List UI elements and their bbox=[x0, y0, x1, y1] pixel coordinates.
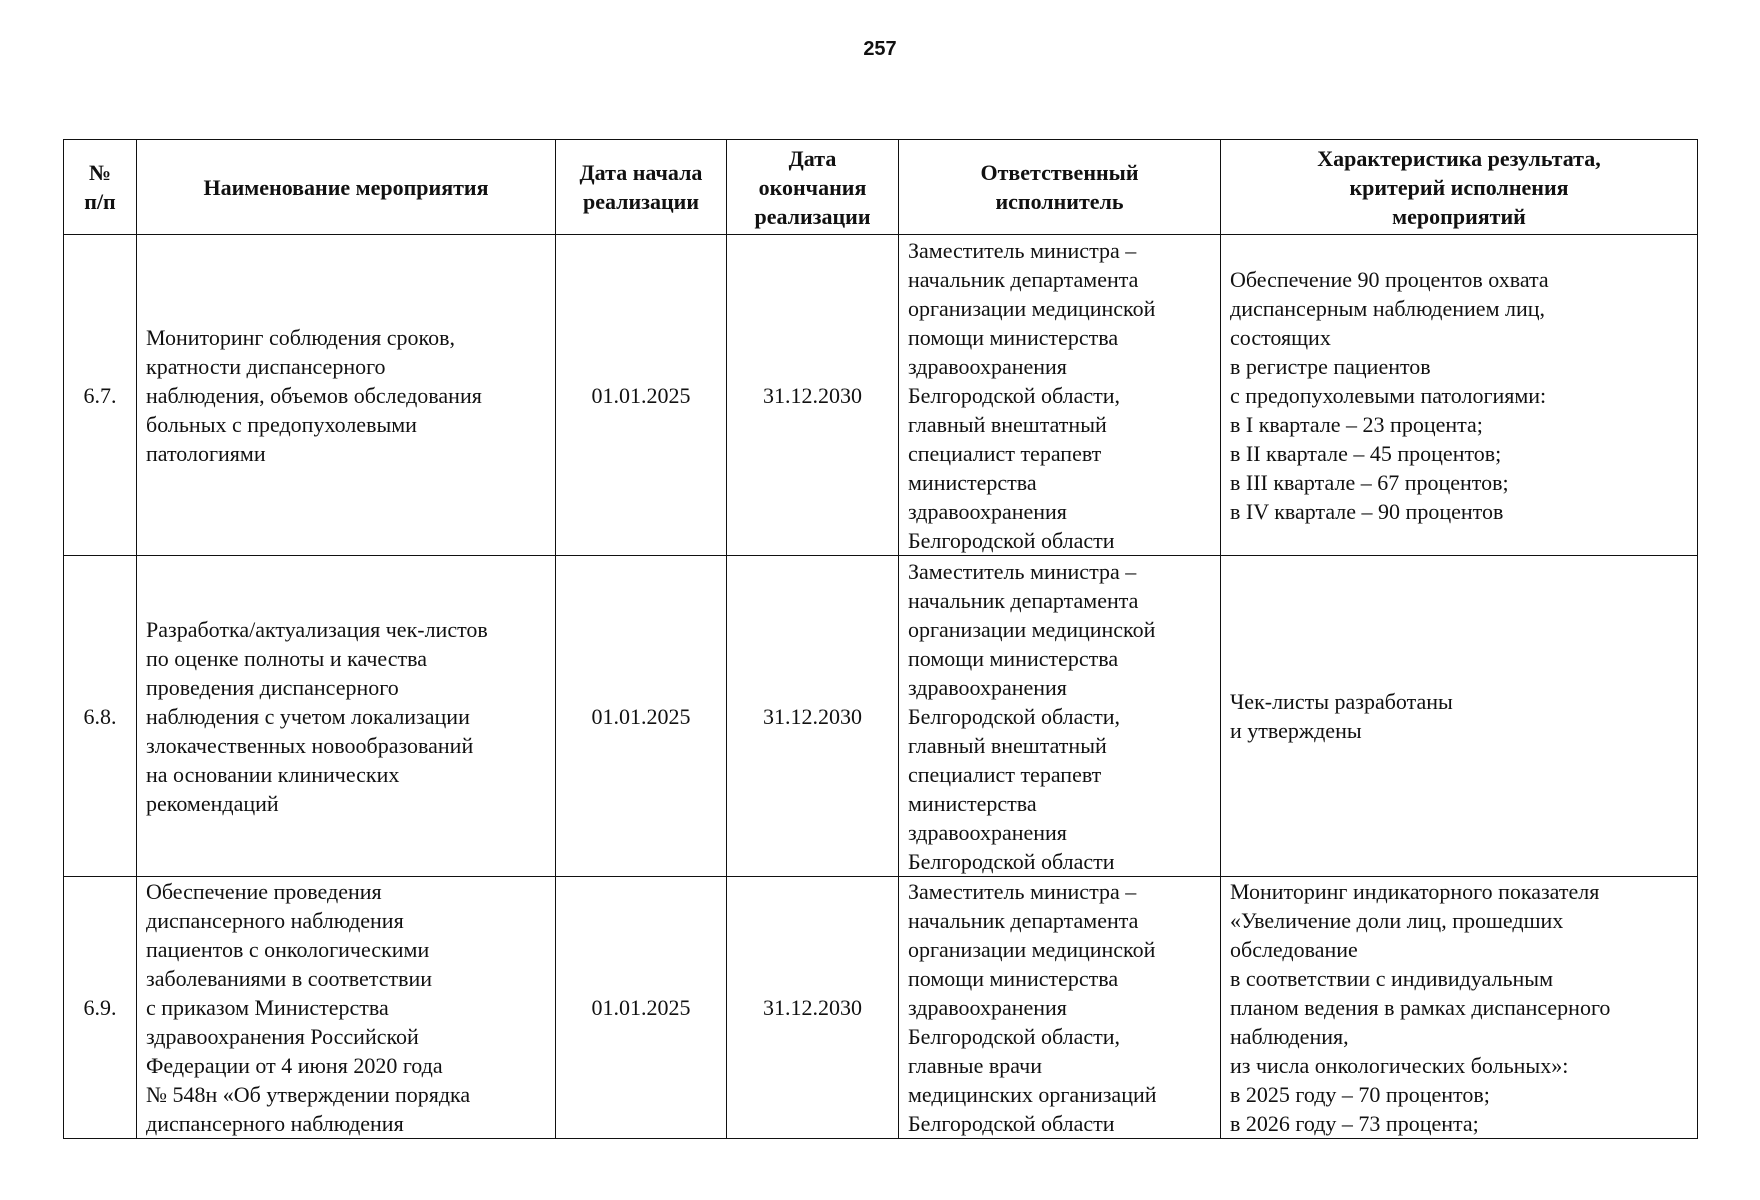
text-line: больных с предопухолевыми bbox=[146, 411, 417, 437]
text-line: диспансерным наблюдением лиц, bbox=[1230, 295, 1546, 321]
activity-name bbox=[137, 235, 556, 556]
text-line: Заместитель министра – bbox=[908, 558, 1137, 584]
text-line: состоящих bbox=[1230, 324, 1331, 350]
row-number: 6.7. bbox=[64, 235, 137, 556]
text-line: помощи министерства bbox=[908, 324, 1119, 350]
text-line: главный внештатный bbox=[908, 411, 1107, 437]
text-line: здравоохранения bbox=[908, 674, 1067, 700]
text-line: Заместитель министра – bbox=[908, 879, 1137, 904]
activity-name bbox=[137, 556, 556, 877]
text-line: главный внештатный bbox=[908, 732, 1107, 758]
text-line: патологиями bbox=[146, 440, 266, 466]
text-line: из числа онкологических больных»: bbox=[1230, 1053, 1569, 1078]
text-line: в соответствии с индивидуальным bbox=[1230, 966, 1553, 991]
activity-name bbox=[137, 877, 556, 1139]
text-line: Белгородской области, bbox=[908, 703, 1121, 729]
text-line: начальник департамента bbox=[908, 266, 1139, 292]
text-line: министерства bbox=[908, 790, 1037, 816]
text-line: кратности диспансерного bbox=[146, 353, 386, 379]
text-line: организации медицинской bbox=[908, 616, 1156, 642]
row-number: 6.9. bbox=[64, 877, 137, 1139]
text-line: Обеспечение 90 процентов охвата bbox=[1230, 266, 1549, 292]
page-number: 257 bbox=[863, 38, 897, 60]
text-line: здравоохранения bbox=[908, 819, 1067, 845]
text-line: заболеваниями в соответствии bbox=[146, 966, 433, 991]
text-line: Разработка/актуализация чек-листов bbox=[146, 616, 488, 642]
text-line: с приказом Министерства bbox=[146, 995, 389, 1020]
row-number: 6.8. bbox=[64, 556, 137, 877]
table-row bbox=[64, 235, 1698, 556]
text-line: в IV квартале – 90 процентов bbox=[1230, 498, 1504, 524]
text-line: Мониторинг индикаторного показателя bbox=[1230, 879, 1600, 904]
text-line: начальник департамента bbox=[908, 587, 1139, 613]
activities-table bbox=[63, 139, 1698, 1139]
text-line: специалист терапевт bbox=[908, 440, 1102, 466]
text-line: здравоохранения Российской bbox=[146, 1024, 419, 1049]
result-criteria bbox=[1221, 235, 1698, 556]
text-line: Белгородской области, bbox=[908, 1024, 1121, 1049]
text-line: наблюдения, bbox=[1230, 1024, 1349, 1049]
text-line: Белгородской области bbox=[908, 527, 1115, 553]
text-line: в 2025 году – 70 процентов; bbox=[1230, 1082, 1490, 1107]
start-date: 01.01.2025 bbox=[556, 556, 727, 877]
header-responsible: Ответственный исполнитель bbox=[899, 140, 1221, 235]
text-line: в II квартале – 45 процентов; bbox=[1230, 440, 1502, 466]
text-line: помощи министерства bbox=[908, 645, 1119, 671]
text-line: Заместитель министра – bbox=[908, 237, 1137, 263]
start-date: 01.01.2025 bbox=[556, 877, 727, 1139]
text-line: в регистре пациентов bbox=[1230, 353, 1431, 379]
table-row bbox=[64, 877, 1698, 1139]
text-line: начальник департамента bbox=[908, 908, 1139, 933]
text-line: с предопухолевыми патологиями: bbox=[1230, 382, 1547, 408]
text-line: здравоохранения bbox=[908, 498, 1067, 524]
text-line: наблюдения, объемов обследования bbox=[146, 382, 482, 408]
text-line: рекомендаций bbox=[146, 790, 279, 816]
header-end-date: Дата окончания реализации bbox=[727, 140, 899, 235]
header-activity-name: Наименование мероприятия bbox=[137, 140, 556, 235]
text-line: и утверждены bbox=[1230, 718, 1362, 743]
result-criteria bbox=[1221, 556, 1698, 877]
text-line: Мониторинг соблюдения сроков, bbox=[146, 324, 456, 350]
text-line: планом ведения в рамках диспансерного bbox=[1230, 995, 1611, 1020]
text-line: в 2026 году – 73 процента; bbox=[1230, 1111, 1479, 1136]
text-line: наблюдения с учетом локализации bbox=[146, 703, 470, 729]
text-line: № 548н «Об утверждении порядка bbox=[146, 1082, 471, 1107]
text-line: организации медицинской bbox=[908, 937, 1156, 962]
end-date: 31.12.2030 bbox=[727, 556, 899, 877]
text-line: злокачественных новообразований bbox=[146, 732, 474, 758]
text-line: Чек-листы разработаны bbox=[1230, 689, 1453, 714]
text-line: специалист терапевт bbox=[908, 761, 1102, 787]
text-line: главные врачи bbox=[908, 1053, 1042, 1078]
text-line: диспансерного наблюдения bbox=[146, 1111, 404, 1136]
text-line: проведения диспансерного bbox=[146, 674, 399, 700]
text-line: министерства bbox=[908, 469, 1037, 495]
text-line: Обеспечение проведения bbox=[146, 879, 382, 904]
text-line: диспансерного наблюдения bbox=[146, 908, 404, 933]
responsible-executor bbox=[899, 235, 1221, 556]
text-line: организации медицинской bbox=[908, 295, 1156, 321]
responsible-executor bbox=[899, 877, 1221, 1139]
result-criteria bbox=[1221, 877, 1698, 1139]
text-line: здравоохранения bbox=[908, 353, 1067, 379]
text-line: пациентов с онкологическими bbox=[146, 937, 430, 962]
text-line: Белгородской области, bbox=[908, 382, 1121, 408]
text-line: Белгородской области bbox=[908, 1111, 1115, 1136]
table-row bbox=[64, 556, 1698, 877]
text-line: помощи министерства bbox=[908, 966, 1119, 991]
text-line: медицинских организаций bbox=[908, 1082, 1157, 1107]
text-line: «Увеличение доли лиц, прошедших bbox=[1230, 908, 1564, 933]
text-line: Белгородской области bbox=[908, 848, 1115, 874]
text-line: на основании клинических bbox=[146, 761, 400, 787]
responsible-executor bbox=[899, 556, 1221, 877]
end-date: 31.12.2030 bbox=[727, 877, 899, 1139]
text-line: по оценке полноты и качества bbox=[146, 645, 427, 671]
end-date: 31.12.2030 bbox=[727, 235, 899, 556]
text-line: в III квартале – 67 процентов; bbox=[1230, 469, 1509, 495]
start-date: 01.01.2025 bbox=[556, 235, 727, 556]
header-number: № п/п bbox=[64, 140, 137, 235]
header-start-date: Дата начала реализации bbox=[556, 140, 727, 235]
text-line: обследование bbox=[1230, 937, 1358, 962]
text-line: в I квартале – 23 процента; bbox=[1230, 411, 1483, 437]
text-line: Федерации от 4 июня 2020 года bbox=[146, 1053, 443, 1078]
text-line: здравоохранения bbox=[908, 995, 1067, 1020]
table-header-row bbox=[64, 140, 1698, 235]
header-result: Характеристика результата, критерий исполнения мероприятий bbox=[1221, 140, 1698, 235]
